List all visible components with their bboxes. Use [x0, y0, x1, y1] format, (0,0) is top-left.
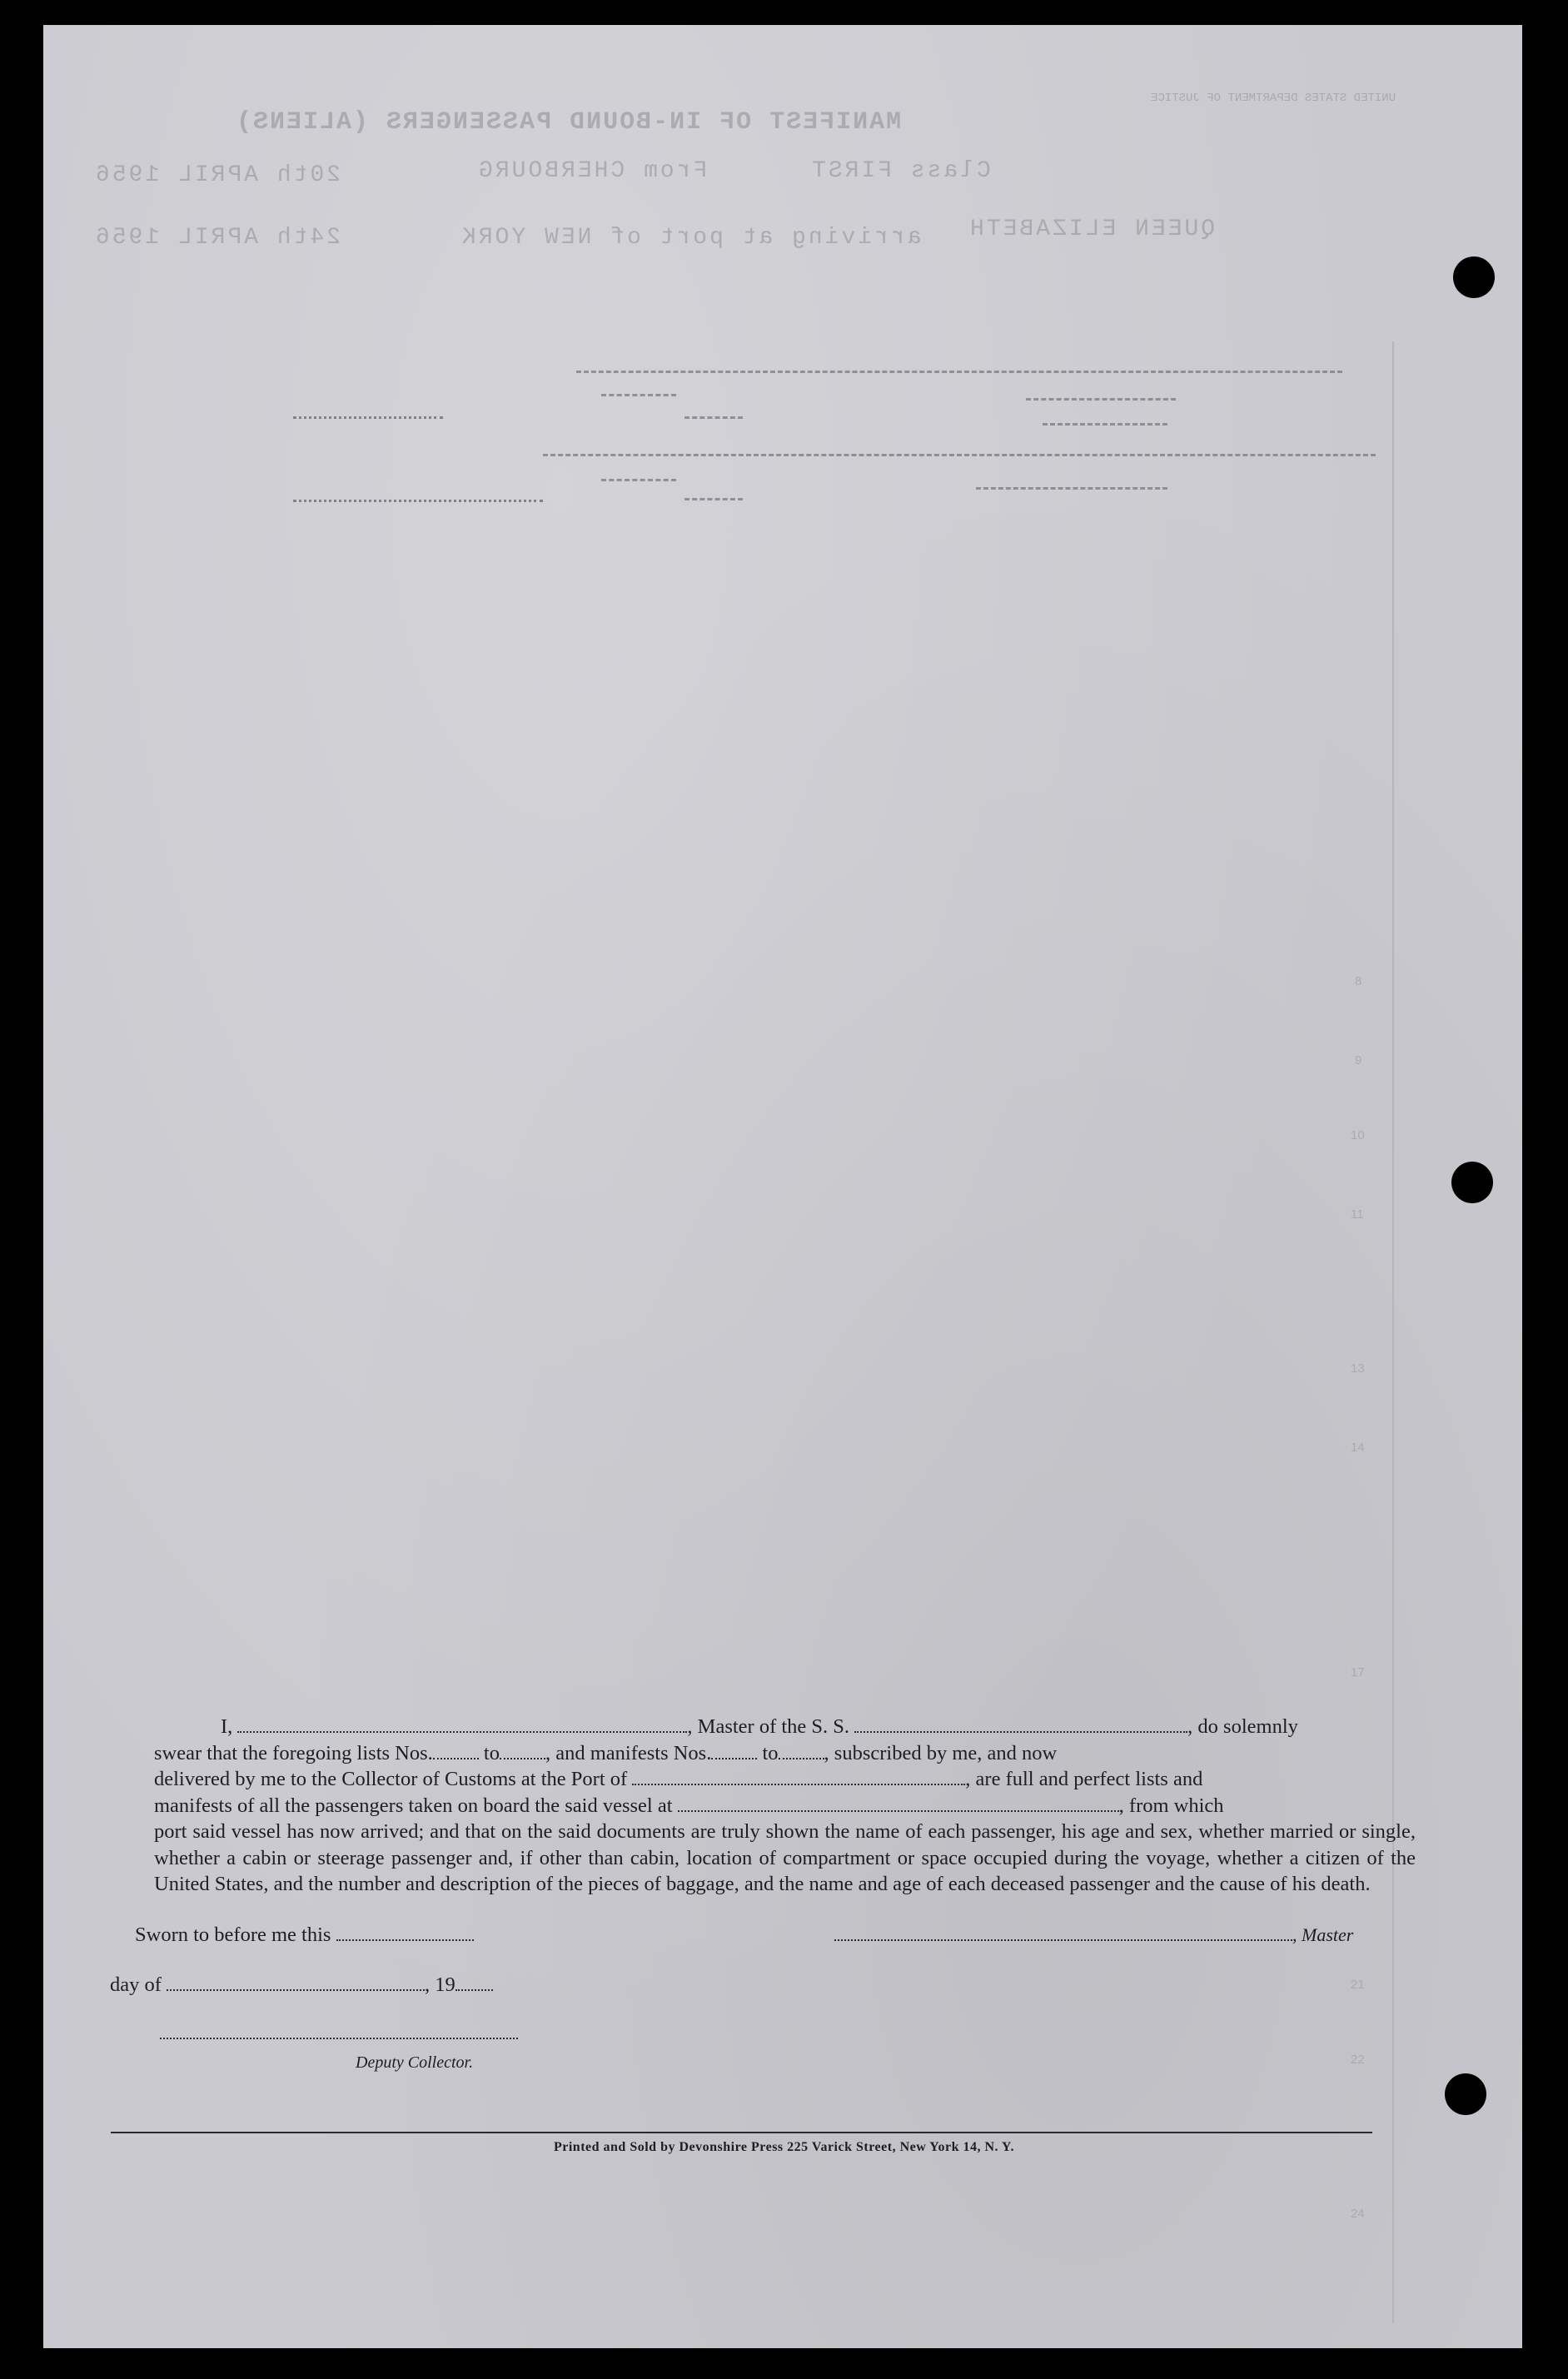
oath-text: , subscribed by me, and now	[824, 1741, 1058, 1764]
bleed-dash-line	[543, 454, 1376, 456]
master-name-field[interactable]	[237, 1716, 687, 1733]
margin-number: 24	[1351, 2207, 1365, 2221]
day-of-line	[110, 1973, 493, 1997]
bleed-dash-line	[684, 416, 743, 419]
list-to-field[interactable]	[500, 1743, 545, 1759]
deputy-signature-line	[160, 2022, 518, 2045]
margin-rule	[1392, 341, 1394, 2323]
bleed-dash-line	[601, 394, 676, 396]
bleed-through-date1: 20th APRIL 1956	[93, 162, 341, 188]
bleed-through-date2: 24th APRIL 1956	[93, 225, 341, 251]
month-field[interactable]	[167, 1974, 425, 1991]
year-label: , 19	[425, 1973, 455, 1996]
margin-number: 13	[1351, 1361, 1365, 1376]
master-signature-field[interactable]	[834, 1924, 1292, 1941]
master-signature-line	[834, 1924, 1353, 1947]
port-field[interactable]	[632, 1769, 965, 1785]
oath-text: , from which	[1118, 1794, 1224, 1817]
margin-number: 14	[1351, 1441, 1365, 1455]
master-oath-paragraph	[154, 1714, 1416, 1898]
oath-text: , and manifests Nos.	[545, 1741, 712, 1764]
oath-text: , Master of the S. S.	[687, 1715, 850, 1738]
list-from-field[interactable]	[433, 1743, 479, 1759]
bleed-dash-line	[976, 487, 1167, 490]
oath-text: I,	[221, 1715, 233, 1738]
oath-text: swear that the foregoing lists Nos.	[154, 1741, 433, 1764]
margin-number: 21	[1351, 1978, 1365, 1992]
bleed-dash-line	[1026, 398, 1176, 401]
oath-text: manifests of all the passengers taken on board the said vessel at	[154, 1794, 673, 1817]
oath-text: port said vessel has now arrived; and that on the said documents are truly shown the name of each passenger, his age and sex, whether married or single, whether a cabin or steerage passenger and, if other than cabin, location of compartment or space occupied during the voyage, whether a citizen of the United States, and the number and description of the pieces of baggage, and the name and age of each deceased passenger and the cause of his death.	[154, 1820, 1416, 1895]
departure-port-field[interactable]	[678, 1795, 1119, 1812]
year-field[interactable]	[455, 1974, 493, 1991]
bleed-dash-line	[576, 371, 1342, 373]
manifest-from-field[interactable]	[711, 1743, 757, 1759]
dotted-leader	[293, 416, 443, 419]
footer-rule	[111, 2132, 1372, 2133]
dotted-leader	[293, 500, 543, 502]
margin-number: 8	[1355, 974, 1362, 988]
margin-number: 10	[1351, 1128, 1365, 1142]
bleed-through-arriving: arriving at port of NEW YORK	[460, 225, 922, 251]
sworn-day-field[interactable]	[336, 1924, 474, 1941]
oath-text: delivered by me to the Collector of Customs at the Port of	[154, 1768, 628, 1790]
bleed-through-title: MANIFEST OF IN-BOUND PASSENGERS (ALIENS)	[235, 108, 902, 137]
bleed-through-from: From CHERBOURG	[476, 158, 708, 184]
manifest-to-field[interactable]	[779, 1743, 824, 1759]
sworn-line	[135, 1924, 474, 1947]
bleed-dash-line	[601, 479, 676, 481]
sworn-label: Sworn to before me this	[135, 1924, 331, 1946]
master-label: , Master	[1292, 1924, 1354, 1945]
bleed-dash-line	[684, 498, 743, 500]
bleed-dash-line	[1043, 423, 1167, 426]
punch-hole	[1451, 1162, 1493, 1203]
printer-imprint: Printed and Sold by Devonshire Press 225 Varick Street, New York 14, N. Y.	[553, 2140, 1015, 2154]
bleed-through-ship: QUEEN ELIZABETH	[968, 216, 1216, 242]
oath-text: to	[483, 1741, 500, 1764]
margin-number: 11	[1351, 1207, 1364, 1222]
oath-text: , do solemnly	[1187, 1715, 1298, 1738]
manifest-sheet	[43, 25, 1522, 2348]
oath-text: , are full and perfect lists and	[965, 1768, 1203, 1790]
bleed-through-class: Class FIRST	[809, 158, 991, 184]
bleed-through-dept: UNITED STATES DEPARTMENT OF JUSTICE	[1151, 92, 1396, 105]
day-of-label: day of	[110, 1973, 162, 1996]
punch-hole	[1453, 256, 1495, 298]
ship-name-field[interactable]	[854, 1716, 1187, 1733]
margin-number: 9	[1355, 1053, 1362, 1068]
margin-number: 22	[1351, 2053, 1365, 2067]
punch-hole	[1445, 2073, 1486, 2115]
oath-text: to	[762, 1741, 779, 1764]
deputy-signature-field[interactable]	[160, 2023, 518, 2039]
margin-number: 17	[1351, 1665, 1365, 1680]
deputy-collector-label: Deputy Collector.	[356, 2053, 474, 2072]
